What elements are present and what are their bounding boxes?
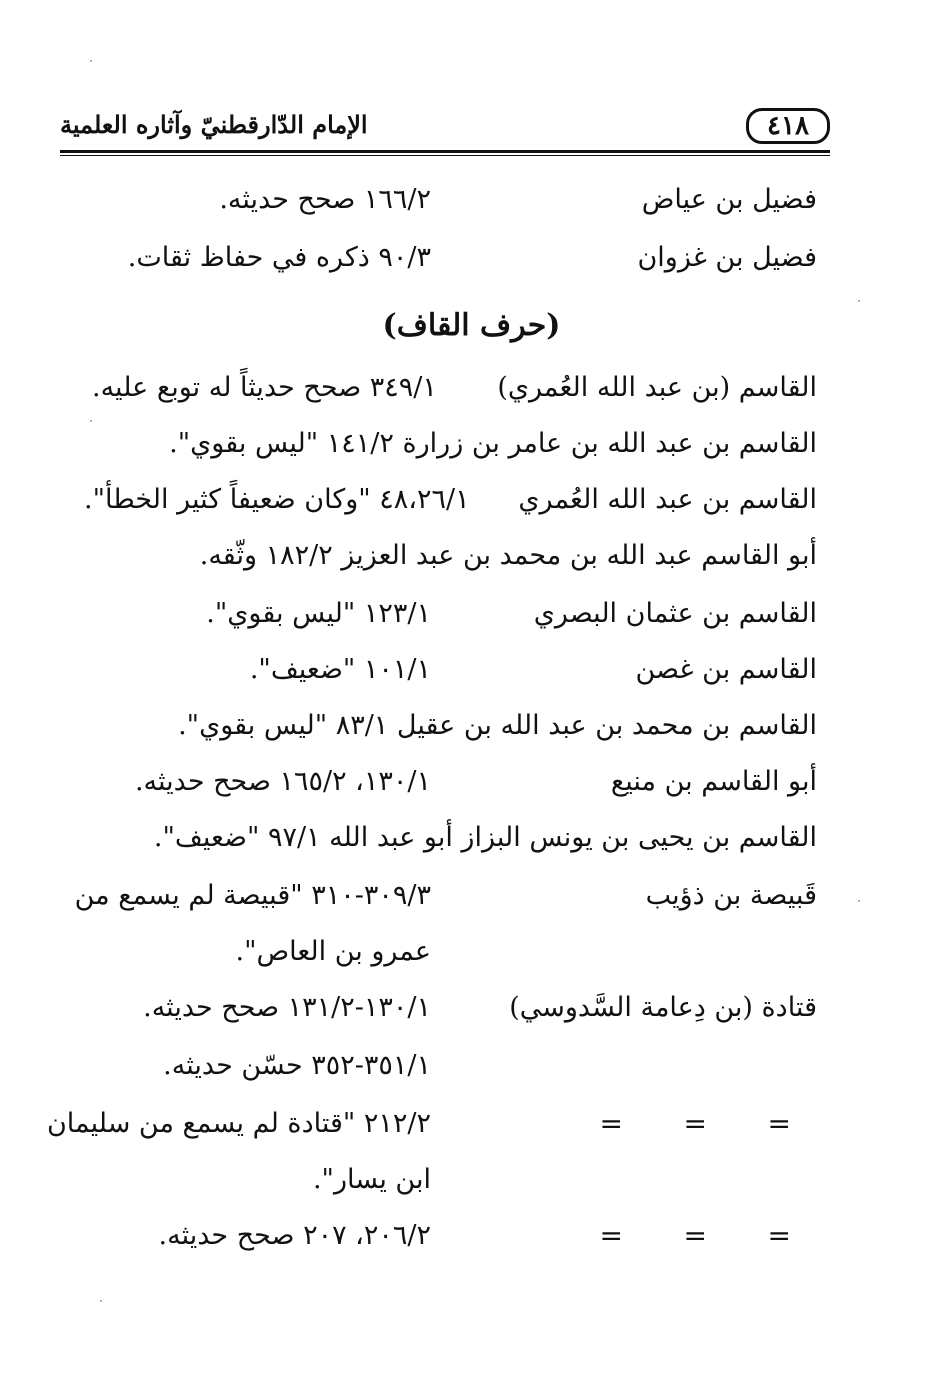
entry-ref: ٤٨،٢٦/١ "وكان ضعيفاً كثير الخطأ". bbox=[84, 484, 470, 515]
entry-line: القاسم بن محمد بن عبد الله بن عقيل ٨٣/١ "ليس بقوي". bbox=[178, 710, 817, 741]
entry-name: القاسم بن عثمان البصري bbox=[533, 598, 817, 629]
entry-ref: ٣٠٩/٣-٣١٠ "قبيصة لم يسمع من bbox=[74, 880, 431, 911]
ditto-mark: = bbox=[599, 1219, 623, 1252]
entry-line: أبو القاسم عبد الله بن محمد بن عبد العزيز ١٨٢/٢ وثّقه. bbox=[199, 540, 817, 571]
entry-name: القاسم بن عبد الله العُمري bbox=[518, 484, 817, 515]
scan-speck bbox=[90, 60, 92, 62]
ditto-mark: = bbox=[767, 1219, 791, 1252]
entry-ref: ١٠١/١ "ضعيف". bbox=[249, 654, 431, 685]
entry-ref: ٢١٢/٢ "قتادة لم يسمع من سليمان bbox=[46, 1108, 431, 1139]
entry-ref-continued: عمرو بن العاص". bbox=[235, 936, 431, 967]
ditto-mark: = bbox=[599, 1107, 623, 1140]
ditto-mark: = bbox=[683, 1107, 707, 1140]
entry-name: فضيل بن غزوان bbox=[637, 242, 817, 273]
scan-speck bbox=[100, 1300, 102, 1302]
entry-name: قَبيصة بن ذؤيب bbox=[645, 880, 817, 911]
scan-speck bbox=[858, 900, 860, 902]
entry-ref: ١٦٦/٢ صحح حديثه. bbox=[219, 184, 431, 215]
entry-name: فضيل بن عياض bbox=[641, 184, 817, 215]
entry-ref-continued: ابن يسار". bbox=[312, 1164, 431, 1195]
entry-ref: ٣٥١/١-٣٥٢ حسّن حديثه. bbox=[163, 1050, 431, 1081]
running-title: الإمام الدّارقطنيّ وآثاره العلمية bbox=[60, 110, 368, 139]
header-rule-thick bbox=[60, 150, 830, 153]
entry-line: القاسم بن يحيى بن يونس البزاز أبو عبد الله ٩٧/١ "ضعيف". bbox=[153, 822, 817, 853]
page-header bbox=[60, 108, 830, 152]
entry-name: القاسم بن غصن bbox=[635, 654, 817, 685]
entry-ref: ٢٠٦/٢، ٢٠٧ صحح حديثه. bbox=[158, 1220, 431, 1251]
section-heading: (حرف القاف) bbox=[382, 308, 561, 343]
scan-speck bbox=[90, 420, 92, 422]
entry-ref: ١٣٠/١-١٣١/٢ صحح حديثه. bbox=[143, 992, 431, 1023]
entry-name: أبو القاسم بن منيع bbox=[610, 766, 817, 797]
entry-line: القاسم بن عبد الله بن عامر بن زرارة ١٤١/٢ "ليس بقوي". bbox=[169, 428, 817, 459]
entry-name: القاسم (بن عبد الله العُمري) bbox=[497, 372, 817, 403]
header-rule-thin bbox=[60, 155, 830, 156]
ditto-mark: = bbox=[767, 1107, 791, 1140]
entry-ref: ١٣٠/١، ١٦٥/٢ صحح حديثه. bbox=[134, 766, 431, 797]
page-number: ٤١٨ bbox=[746, 108, 830, 144]
entry-name: قتادة (بن دِعامة السَّدوسي) bbox=[509, 992, 817, 1023]
entry-ref: ٩٠/٣ ذكره في حفاظ ثقات. bbox=[127, 242, 431, 273]
scan-speck bbox=[858, 300, 860, 302]
entry-ref: ٣٤٩/١ صحح حديثاً له توبع عليه. bbox=[92, 372, 437, 403]
ditto-mark: = bbox=[683, 1219, 707, 1252]
entry-ref: ١٢٣/١ "ليس بقوي". bbox=[206, 598, 431, 629]
